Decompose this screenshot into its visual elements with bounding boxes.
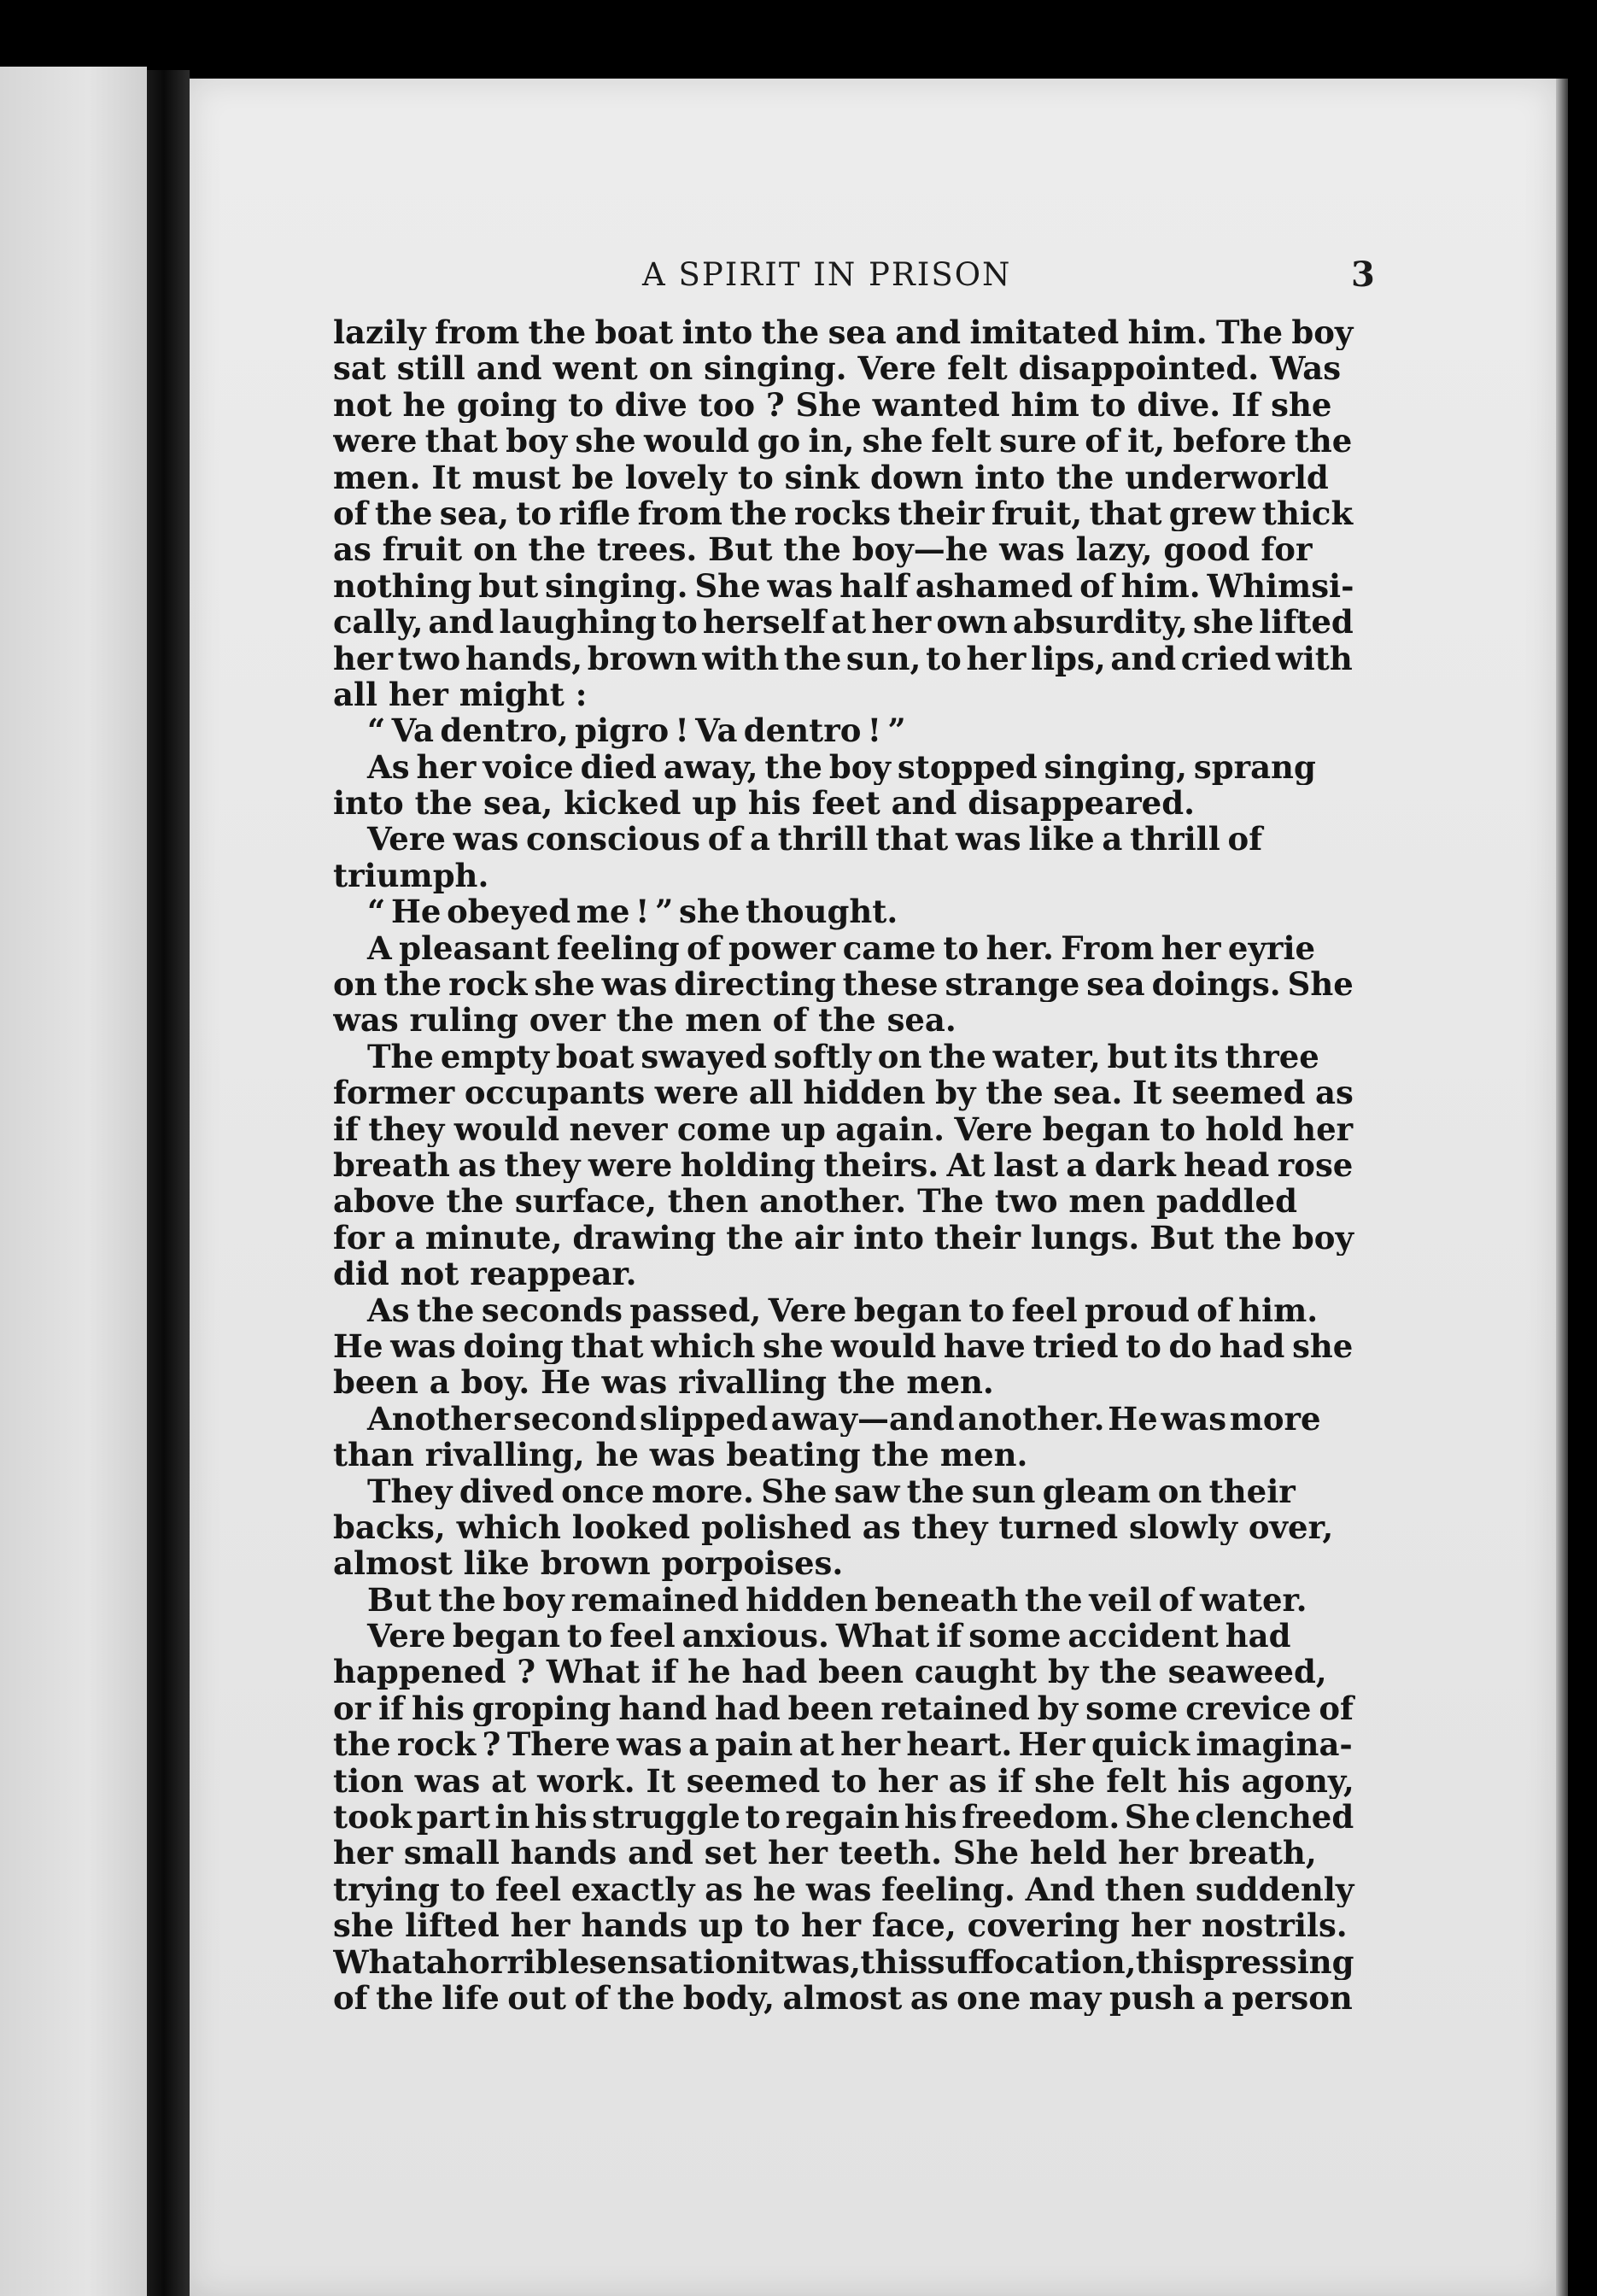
text-line: tion was at work. It seemed to her as if she felt his agony, (333, 1762, 1354, 1800)
text-line: for a minute, drawing the air into their lungs. But the boy (333, 1219, 1354, 1256)
text-line: above the surface, then another. The two men paddled (333, 1183, 1297, 1220)
text-line: she lifted her hands up to her face, covering her nostrils. (333, 1907, 1348, 1944)
text-line: the rock ? There was a pain at her heart. Her quick imagina- (333, 1726, 1353, 1763)
text-line: of the life out of the body, almost as one may push a person (333, 1979, 1353, 2017)
body-text (333, 314, 1358, 2016)
text-line: They dived once more. She saw the sun gleam on their (367, 1473, 1296, 1509)
text-line: breath as they were holding theirs. At last a dark head rose (333, 1146, 1354, 1184)
text-line: cally, and laughing to herself at her own absurdity, she lifted (333, 604, 1354, 641)
text-line: not he going to dive too ? She wanted him to dive. If she (333, 386, 1332, 424)
text-line: “ Va dentro, pigro ! Va dentro ! ” (367, 712, 906, 749)
text-line: Vere was conscious of a thrill that was like a thrill of (367, 821, 1263, 858)
text-line: were that boy she would go in, she felt sure of it, before the (333, 423, 1353, 460)
running-head (190, 249, 1556, 301)
text-line: The empty boat swayed softly on the water, but its three (367, 1038, 1319, 1075)
text-line: all her might : (333, 676, 588, 713)
text-line: trying to feel exactly as he was feeling. And then suddenly (333, 1871, 1354, 1908)
text-line: took part in his struggle to regain his freedom. She clenched (333, 1799, 1354, 1836)
text-line: into the sea, kicked up his feet and disappeared. (333, 785, 1195, 822)
text-line: happened ? What if he had been caught by the seaweed, (333, 1654, 1327, 1690)
text-line: As her voice died away, the boy stopped singing, sprang (367, 748, 1316, 786)
text-line: did not reappear. (333, 1256, 637, 1292)
facing-page-edge (0, 67, 147, 2296)
text-line: Vere began to feel anxious. What if some accident had (367, 1618, 1291, 1655)
text-line: backs, which looked polished as they turned slowly over, (333, 1508, 1334, 1546)
text-line: or if his groping hand had been retained by some crevice of (333, 1690, 1354, 1727)
page-number: 3 (1351, 255, 1375, 295)
text-line: What a horrible sensation it was, this suffocation, this pressing (333, 1943, 1354, 1980)
text-line: on the rock she was directing these strange sea doings. She (333, 966, 1354, 1003)
text-line: was ruling over the men of the sea. (333, 1002, 956, 1039)
text-line: men. It must be lovely to sink down into the underworld (333, 459, 1329, 495)
book-page (190, 79, 1556, 2296)
text-line: former occupants were all hidden by the sea. It seemed as (333, 1075, 1354, 1111)
text-line: sat still and went on singing. Vere felt disappointed. Was (333, 350, 1342, 387)
text-line: of the sea, to rifle from the rocks their fruit, that grew thick (333, 495, 1354, 532)
text-line: Another second slipped away—and another. He was more (367, 1400, 1321, 1438)
text-line: her two hands, brown with the sun, to her lips, and cried with (333, 640, 1353, 676)
text-line: her small hands and set her teeth. She held her breath, (333, 1835, 1317, 1871)
text-line: He was doing that which she would have tried to do had she (333, 1327, 1354, 1365)
text-line: nothing but singing. She was half ashamed of him. Whimsi- (333, 567, 1354, 605)
page-right-edge (1556, 79, 1568, 2296)
text-line: almost like brown porpoises. (333, 1545, 844, 1582)
text-line: As the seconds passed, Vere began to feel proud of him. (367, 1292, 1319, 1328)
text-line: But the boy remained hidden beneath the veil of water. (367, 1581, 1307, 1619)
text-line: A pleasant feeling of power came to her. From her eyrie (367, 929, 1316, 967)
book-gutter (147, 70, 190, 2296)
text-line: if they would never come up again. Vere began to hold her (333, 1110, 1354, 1147)
text-line: been a boy. He was rivalling the men. (333, 1364, 994, 1401)
text-line: “ He obeyed me ! ” she thought. (367, 893, 898, 930)
text-line: lazily from the boat into the sea and imitated him. The boy (333, 314, 1354, 351)
running-title: A SPIRIT IN PRISON (642, 256, 1012, 293)
text-line: than rivalling, he was beating the men. (333, 1437, 1028, 1473)
text-line: triumph. (333, 857, 489, 894)
text-line: as fruit on the trees. But the boy—he was lazy, good for (333, 531, 1313, 568)
